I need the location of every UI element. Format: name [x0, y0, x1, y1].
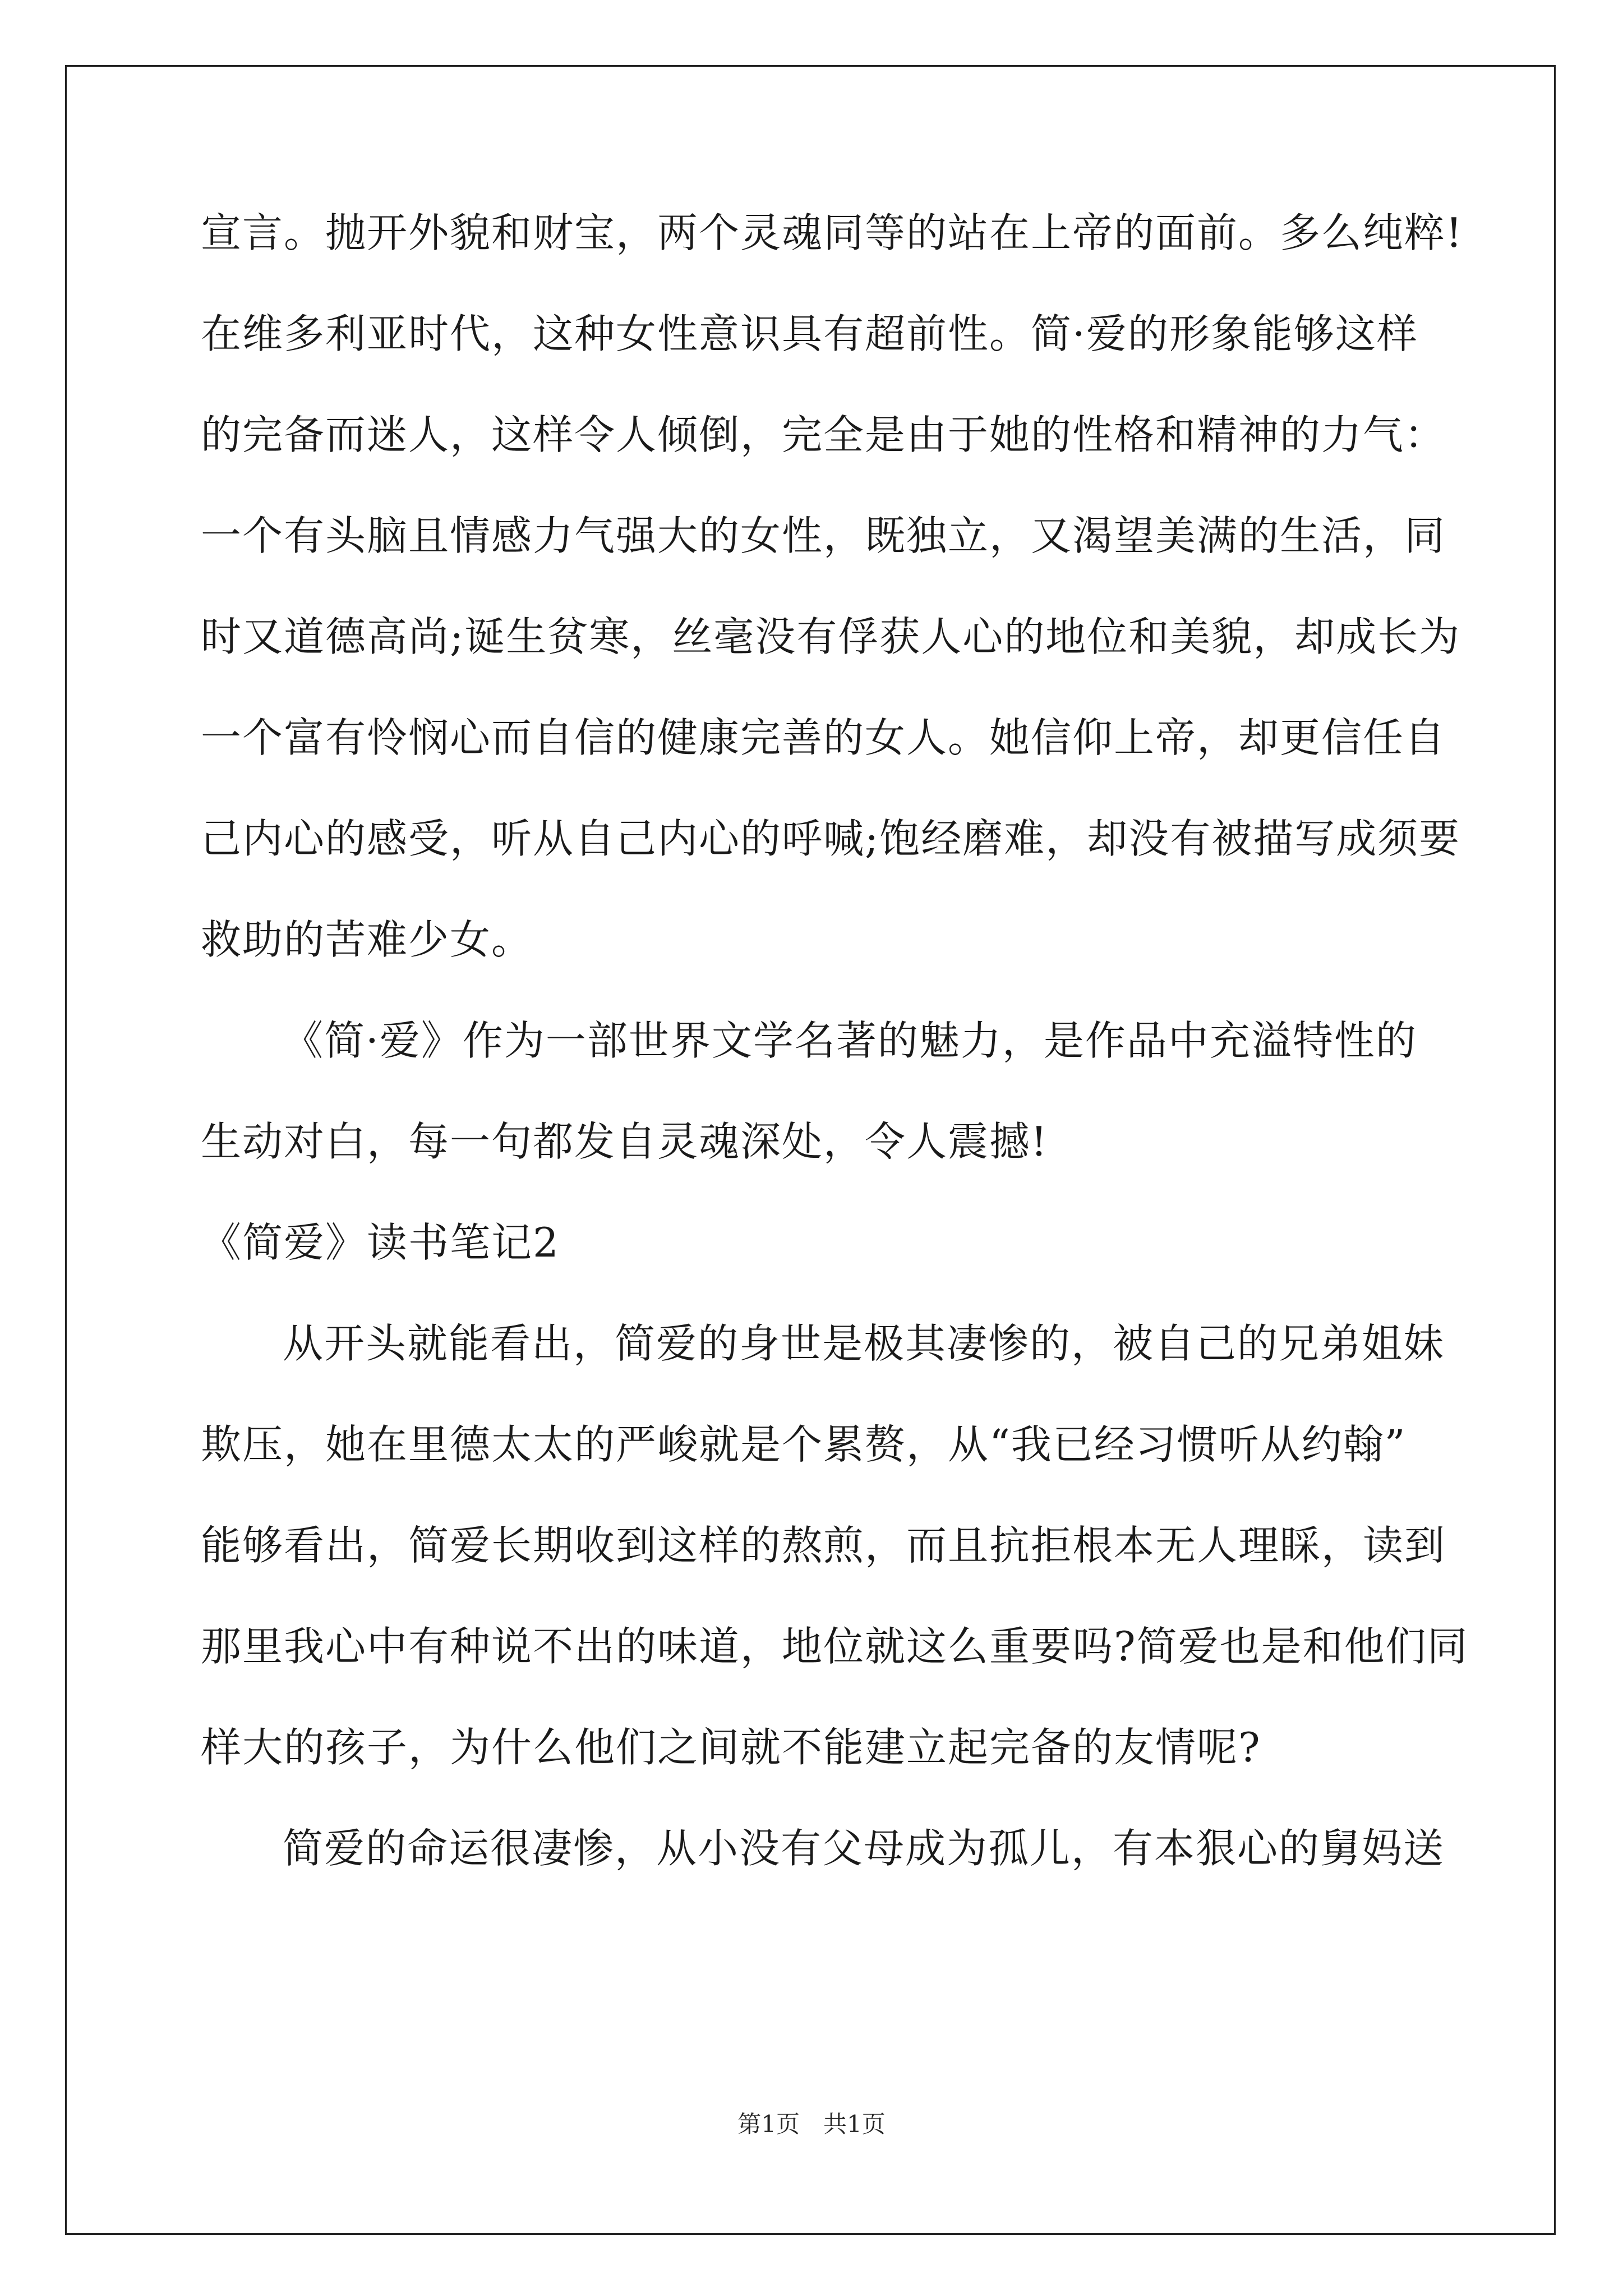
text-line: 一个富有怜悯心而自信的健康完善的女人。她信仰上帝，却更信任自	[201, 714, 1446, 761]
text-line: 救助的苦难少女。	[201, 916, 533, 963]
text-line: 在维多利亚时代，这种女性意识具有超前性。简·爱的形象能够这样	[201, 310, 1418, 357]
paragraph-first-line: 《简·爱》作为一部世界文学名著的魅力，是作品中充溢特性的	[283, 1017, 1417, 1064]
text-line: 一个有头脑且情感力气强大的女性，既独立，又渴望美满的生活，同	[201, 512, 1446, 559]
text-line: 欺压，她在里德太太的严峻就是个累赘，从“我已经习惯听从约翰”	[201, 1421, 1407, 1468]
text-line: 能够看出，简爱长期收到这样的熬煎，而且抗拒根本无人理睬，读到	[201, 1522, 1446, 1569]
text-line: 生动对白，每一句都发自灵魂深处，令人震撼!	[201, 1118, 1048, 1165]
text-line: 己内心的感受，听从自己内心的呼喊;饱经磨难，却没有被描写成须要	[201, 815, 1461, 862]
text-line: 样大的孩子，为什么他们之间就不能建立起完备的友情呢?	[201, 1724, 1261, 1771]
text-line: 宣言。抛开外貌和财宝，两个灵魂同等的站在上帝的面前。多么纯粹!	[201, 209, 1463, 256]
text-line: 的完备而迷人，这样令人倾倒，完全是由于她的性格和精神的力气：	[201, 411, 1446, 458]
paragraph-first-line: 简爱的命运很凄惨，从小没有父母成为孤儿，有本狠心的舅妈送	[283, 1825, 1445, 1872]
text-line: 那里我心中有种说不出的味道，地位就这么重要吗?简爱也是和他们同	[201, 1623, 1469, 1670]
section-heading: 《简爱》读书笔记2	[201, 1219, 560, 1266]
paragraph-first-line: 从开头就能看出，简爱的身世是极其凄惨的，被自己的兄弟姐妹	[283, 1320, 1445, 1367]
text-line: 时又道德高尚;诞生贫寒，丝毫没有俘获人心的地位和美貌，却成长为	[201, 613, 1461, 660]
page-number-footer: 第1页 共1页	[737, 2110, 886, 2138]
